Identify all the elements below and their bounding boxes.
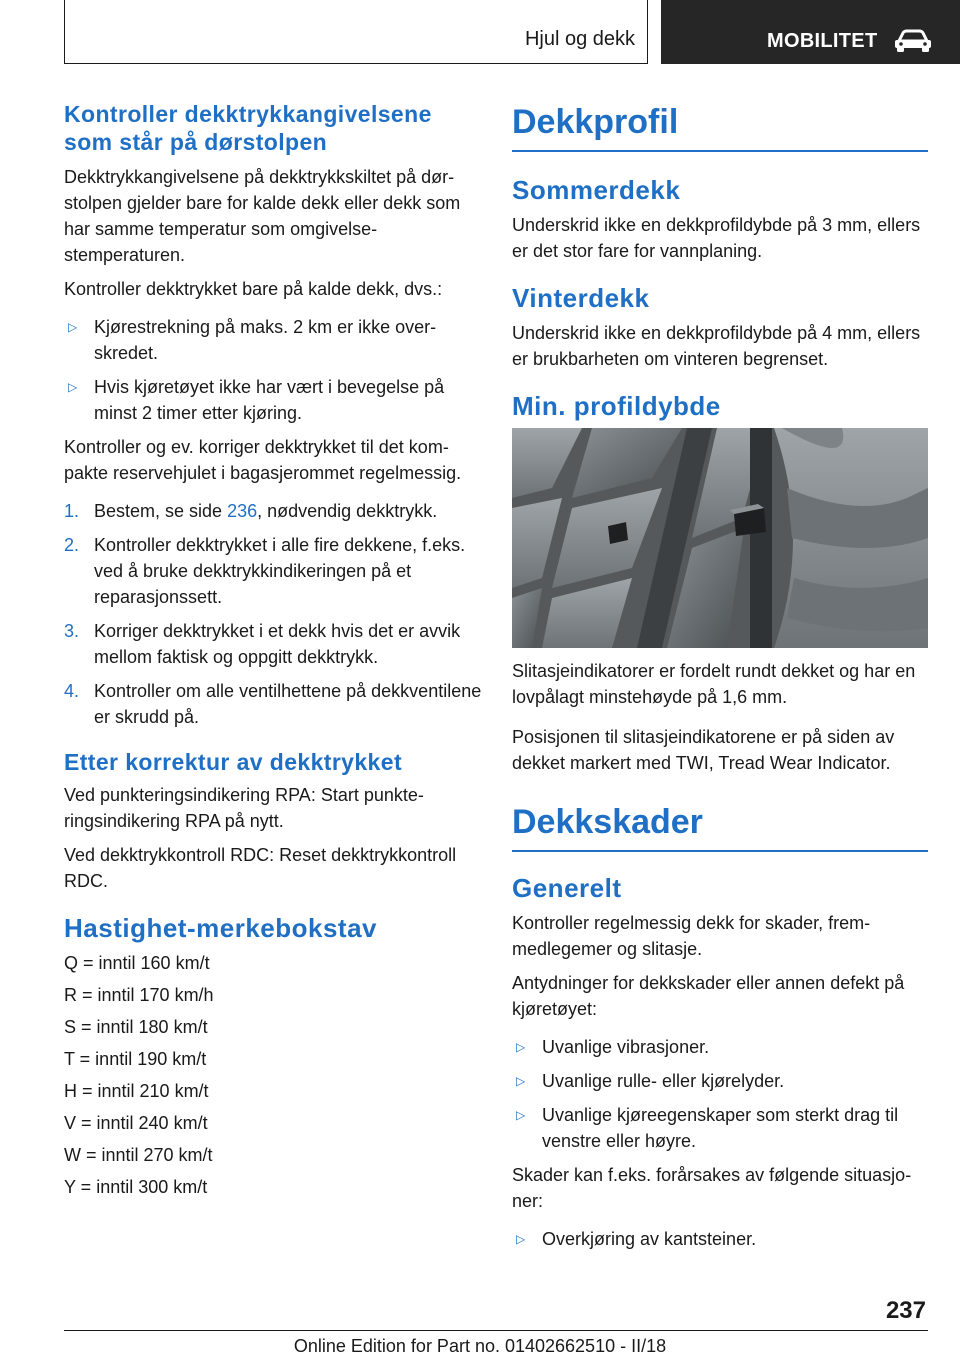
- paragraph: Posisjonen til slitasjeindikatorene er på siden av dekket markert med TWI, Tread Wear Indicator.: [512, 727, 895, 773]
- heading-after-correction: Etter korrektur av dekktrykket: [64, 749, 402, 775]
- triangle-bullet-icon: ▷: [68, 380, 78, 394]
- left-column: [64, 100, 482, 1206]
- paragraph: Kontroller dekktrykket bare på kalde dekk, dvs.:: [64, 279, 443, 299]
- list-item-text: Overkjøring av kantsteiner.: [542, 1229, 757, 1249]
- step-text: Bestem, se side: [94, 501, 228, 521]
- speed-rating: S = inntil 180 km/t: [64, 1017, 208, 1037]
- list-item: [64, 374, 482, 426]
- list-item-text: Uvanlige rulle- eller kjørelyder.: [542, 1071, 785, 1091]
- list-item-text: Uvanlige kjøreegenskaper som sterkt drag til venstre eller høyre.: [542, 1105, 899, 1151]
- step-text: Kontroller dekktrykket i alle fire dekkene, f.eks. ved å bruke dekktrykkindikeringen på et reparasjonssett.: [94, 535, 466, 607]
- step-text: Kontroller om alle ventilhettene på dekkventilene er skrudd på.: [94, 681, 482, 727]
- paragraph: Ved punkteringsindikering RPA: Start punkteringsindikering RPA på nytt.: [64, 785, 424, 831]
- bullet-list: [512, 1034, 928, 1154]
- page-link[interactable]: 236: [227, 501, 258, 521]
- speed-rating: V = inntil 240 km/t: [64, 1113, 208, 1133]
- heading-tread-profile: Dekkprofil: [512, 100, 928, 152]
- speed-rating: H = inntil 210 km/t: [64, 1081, 209, 1101]
- right-column: [512, 100, 928, 1260]
- chapter-tab: [661, 0, 960, 64]
- bullet-list: [512, 1226, 928, 1252]
- heading-min-tread-depth: Min. profildybde: [512, 391, 721, 421]
- paragraph: Antydninger for dekkskader eller annen defekt på kjøretøyet:: [512, 973, 905, 1019]
- bullet-list: [64, 314, 482, 426]
- footer-divider: [64, 1330, 928, 1331]
- paragraph: Underskrid ikke en dekkprofildybde på 3 mm, ellers er det stor fare for vannplaning.: [512, 215, 921, 261]
- list-item: [512, 1102, 928, 1154]
- image-caption: Slitasjeindikatorer er fordelt rundt dekket og har en lovpålagt minstehøyde på 1,6 mm.: [512, 661, 916, 707]
- step-text: Korriger dekktrykket i et dekk hvis det er avvik mellom faktisk og oppgitt dekktrykk.: [94, 621, 461, 667]
- header-section-box: [64, 0, 648, 64]
- step-item: [64, 678, 482, 730]
- step-number: 1.: [64, 501, 80, 521]
- speed-rating: R = inntil 170 km/h: [64, 985, 214, 1005]
- paragraph: Dekktrykkangivelsene på dekktrykkskiltet på dørstolpen gjelder bare for kalde dekk eller dekk som har samme temperatur som omgivelsestemperaturen.: [64, 167, 461, 265]
- paragraph: Kontroller regelmessig dekk for skader, fremmedlegemer og slitasje.: [512, 913, 871, 959]
- page-number: 237: [885, 1297, 926, 1324]
- paragraph: Kontroller og ev. korriger dekktrykket til det kompakte reservehjulet i bagasjerommet regelmessig.: [64, 437, 462, 483]
- section-title: Hjul og dekk: [524, 28, 635, 50]
- list-item-text: Kjørestrekning på maks. 2 km er ikke overskredet.: [94, 317, 437, 363]
- paragraph: Ved dekktrykkontroll RDC: Reset dekktrykkontroll RDC.: [64, 845, 457, 891]
- triangle-bullet-icon: ▷: [68, 320, 78, 334]
- paragraph: Skader kan f.eks. forårsakes av følgende situasjoner:: [512, 1165, 912, 1211]
- tire-tread-image: [512, 428, 928, 648]
- step-item: [64, 498, 482, 524]
- step-text: , nødvendig dekktrykk.: [257, 501, 438, 521]
- step-number: 2.: [64, 535, 80, 555]
- list-item-text: Hvis kjøretøyet ikke har vært i bevegelse på minst 2 timer etter kjøring.: [94, 377, 445, 423]
- heading-summer-tires: Sommerdekk: [512, 175, 681, 205]
- step-item: [64, 618, 482, 670]
- speed-rating: Q = inntil 160 km/t: [64, 953, 210, 973]
- list-item-text: Uvanlige vibrasjoner.: [542, 1037, 710, 1057]
- step-number: 3.: [64, 621, 80, 641]
- heading-tire-damage: Dekkskader: [512, 800, 928, 852]
- triangle-bullet-icon: ▷: [516, 1232, 526, 1246]
- heading-check-pressure: Kontroller dekktrykkangivelsene som står på dørstolpen: [64, 101, 432, 155]
- list-item: [512, 1034, 928, 1060]
- tire-wear-indicator-illustration: [512, 428, 928, 648]
- footer-edition: Online Edition for Part no. 01402662510 - II/18: [293, 1336, 667, 1356]
- paragraph: Underskrid ikke en dekkprofildybde på 4 mm, ellers er brukbarheten om vinteren begrenset.: [512, 323, 921, 369]
- heading-general: Generelt: [512, 873, 622, 903]
- speed-list: [64, 950, 482, 1200]
- triangle-bullet-icon: ▷: [516, 1074, 526, 1088]
- step-number: 4.: [64, 681, 80, 701]
- list-item: [512, 1068, 928, 1094]
- heading-speed-letters: Hastighet-merkebokstav: [64, 913, 377, 943]
- car-icon: [893, 29, 933, 53]
- chapter-title: MOBILITET: [767, 30, 878, 52]
- triangle-bullet-icon: ▷: [516, 1040, 526, 1054]
- list-item: [64, 314, 482, 366]
- step-list: [64, 498, 482, 730]
- heading-winter-tires: Vinterdekk: [512, 283, 650, 313]
- speed-rating: W = inntil 270 km/t: [64, 1145, 213, 1165]
- speed-rating: Y = inntil 300 km/t: [64, 1177, 208, 1197]
- triangle-bullet-icon: ▷: [516, 1108, 526, 1122]
- speed-rating: T = inntil 190 km/t: [64, 1049, 207, 1069]
- step-item: [64, 532, 482, 610]
- list-item: [512, 1226, 928, 1252]
